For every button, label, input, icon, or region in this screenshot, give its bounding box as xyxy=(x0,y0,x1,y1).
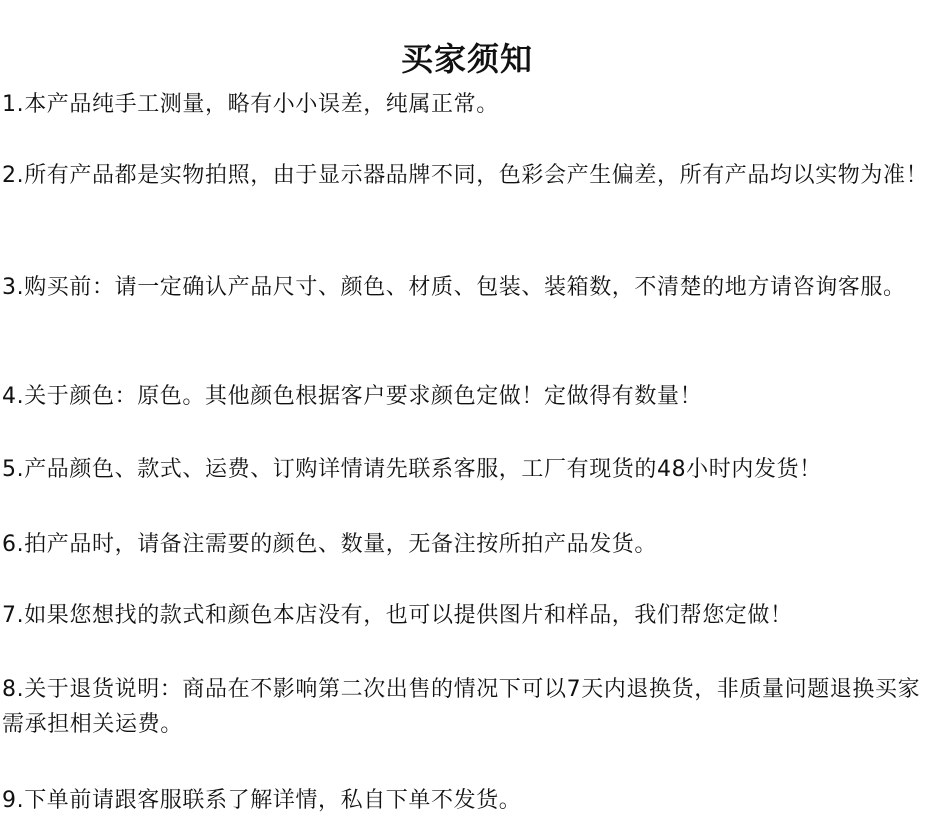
page-title: 买家须知 xyxy=(400,40,533,79)
notice-item-6: 6.拍产品时，请备注需要的颜色、数量，无备注按所拍产品发货。 xyxy=(2,532,657,557)
notice-item-8: 8.关于退货说明：商品在不影响第二次出售的情况下可以7天内退换货，非质量问题退换买家需承担相关运费。 xyxy=(2,677,921,737)
notice-item-4: 4.关于颜色：原色。其他颜色根据客户要求颜色定做！定做得有数量！ xyxy=(2,384,703,409)
notice-item-5: 5.产品颜色、款式、运费、订购详情请先联系客服，工厂有现货的48小时内发货！ xyxy=(2,457,822,482)
notice-item-7: 7.如果您想找的款式和颜色本店没有，也可以提供图片和样品，我们帮您定做！ xyxy=(2,603,793,628)
notice-item-9: 9.下单前请跟客服联系了解详情，私自下单不发货。 xyxy=(2,788,522,813)
notice-item-2: 2.所有产品都是实物拍照，由于显示器品牌不同，色彩会产生偏差，所有产品均以实物为准！ xyxy=(2,163,929,188)
notice-item-3: 3.购买前：请一定确认产品尺寸、颜色、材质、包装、装箱数，不清楚的地方请咨询客服。 xyxy=(2,275,906,300)
notice-item-1: 1.本产品纯手工测量，略有小小误差，纯属正常。 xyxy=(2,92,499,117)
